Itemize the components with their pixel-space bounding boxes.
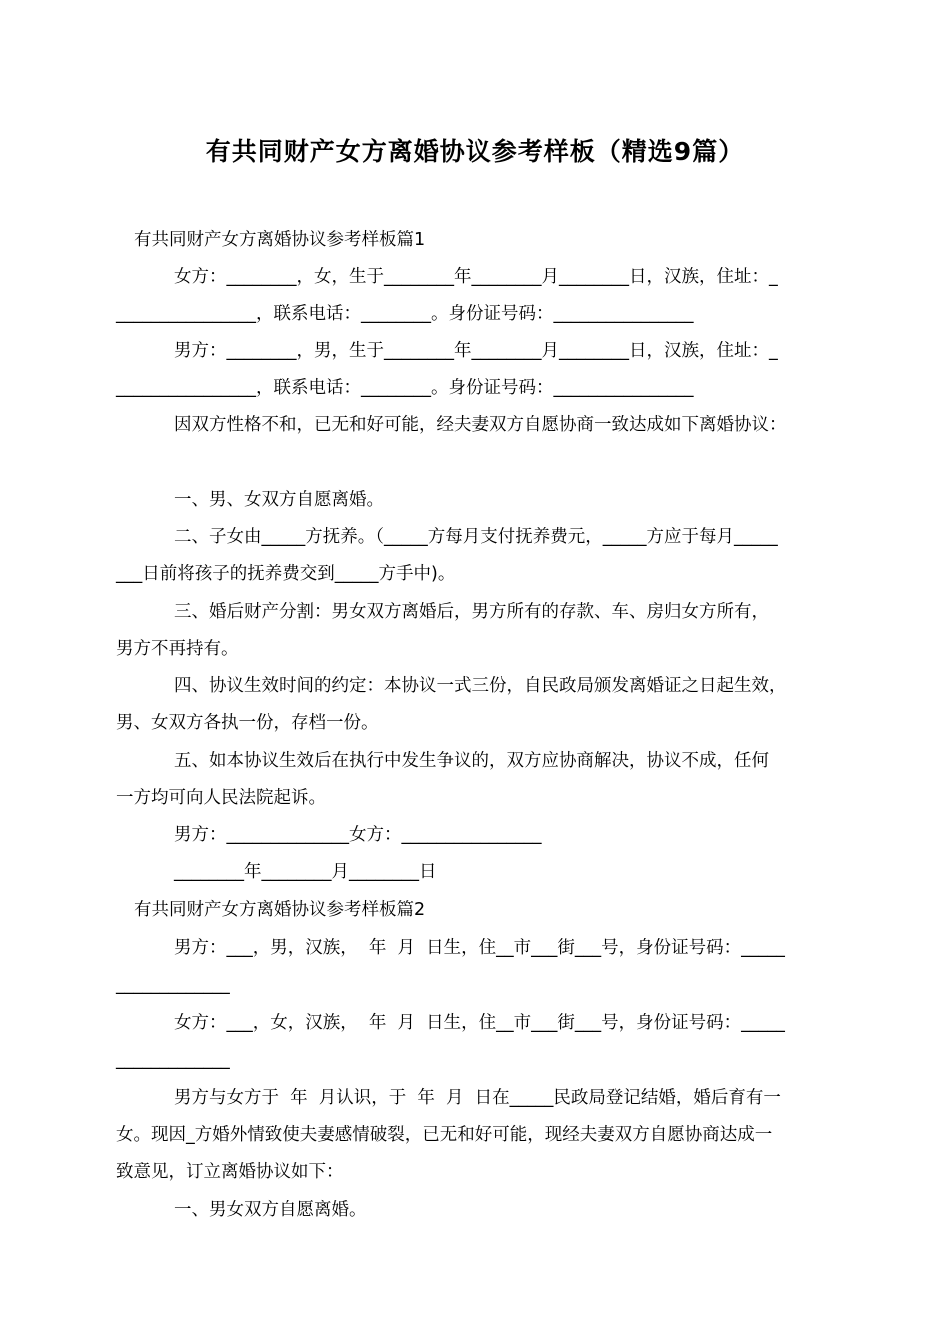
section-heading: 有共同财产女方离婚协议参考样板篇1 xyxy=(134,230,426,250)
intro-paragraph: 男方与女方于 年 月认识，于 年 月 日在_____民政局登记结婚，婚后育有一 xyxy=(174,1088,781,1108)
female-info-line: ________________，联系电话：________。身份证号码：________________ xyxy=(116,304,694,324)
section-heading: 有共同财产女方离婚协议参考样板篇2 xyxy=(134,900,426,920)
female-info-line: 女方：___，女，汉族， 年 月 日生，住__市___街___号，身份证号码：_____ xyxy=(174,1013,785,1033)
intro-paragraph: 女。现因_方婚外情致使夫妻感情破裂，已无和好可能，现经夫妻双方自愿协商达成一 xyxy=(116,1125,773,1145)
male-info-line: 男方：________，男，生于________年________月________日，汉族，住址：_ xyxy=(174,341,778,361)
signature-line: 男方：______________女方：________________ xyxy=(174,825,542,845)
clause-paragraph: 一、男、女双方自愿离婚。 xyxy=(174,490,384,510)
female-info-line: 女方：________，女，生于________年________月________日，汉族，住址：_ xyxy=(174,267,778,287)
male-info-line: _____________ xyxy=(116,975,230,995)
document-title: 有共同财产女方离婚协议参考样板（精选9篇） xyxy=(205,137,745,166)
clause-paragraph: 男、女双方各执一份，存档一份。 xyxy=(116,713,379,733)
female-info-line: _____________ xyxy=(116,1050,230,1070)
clause-paragraph: 二、子女由_____方抚养。（_____方每月支付抚养费元，_____方应于每月_____ xyxy=(174,527,778,547)
clause-paragraph: ___日前将孩子的抚养费交到_____方手中)。 xyxy=(116,564,456,584)
clause-paragraph: 一、男女双方自愿离婚。 xyxy=(174,1200,367,1220)
male-info-line: ________________，联系电话：________。身份证号码：________________ xyxy=(116,378,694,398)
clause-paragraph: 五、如本协议生效后在执行中发生争议的，双方应协商解决，协议不成，任何 xyxy=(174,751,769,771)
date-line: ________年________月________日 xyxy=(174,862,437,882)
clause-paragraph: 一方均可向人民法院起诉。 xyxy=(116,788,326,808)
clause-paragraph: 四、协议生效时间的约定：本协议一式三份，自民政局颁发离婚证之日起生效， xyxy=(174,676,787,696)
intro-paragraph: 致意见，订立离婚协议如下： xyxy=(116,1162,344,1182)
male-info-line: 男方：___，男，汉族， 年 月 日生，住__市___街___号，身份证号码：_____ xyxy=(174,938,785,958)
clause-paragraph: 男方不再持有。 xyxy=(116,639,239,659)
clause-paragraph: 三、婚后财产分割：男女双方离婚后，男方所有的存款、车、房归女方所有， xyxy=(174,602,769,622)
intro-paragraph: 因双方性格不和，已无和好可能，经夫妻双方自愿协商一致达成如下离婚协议： xyxy=(174,415,787,435)
